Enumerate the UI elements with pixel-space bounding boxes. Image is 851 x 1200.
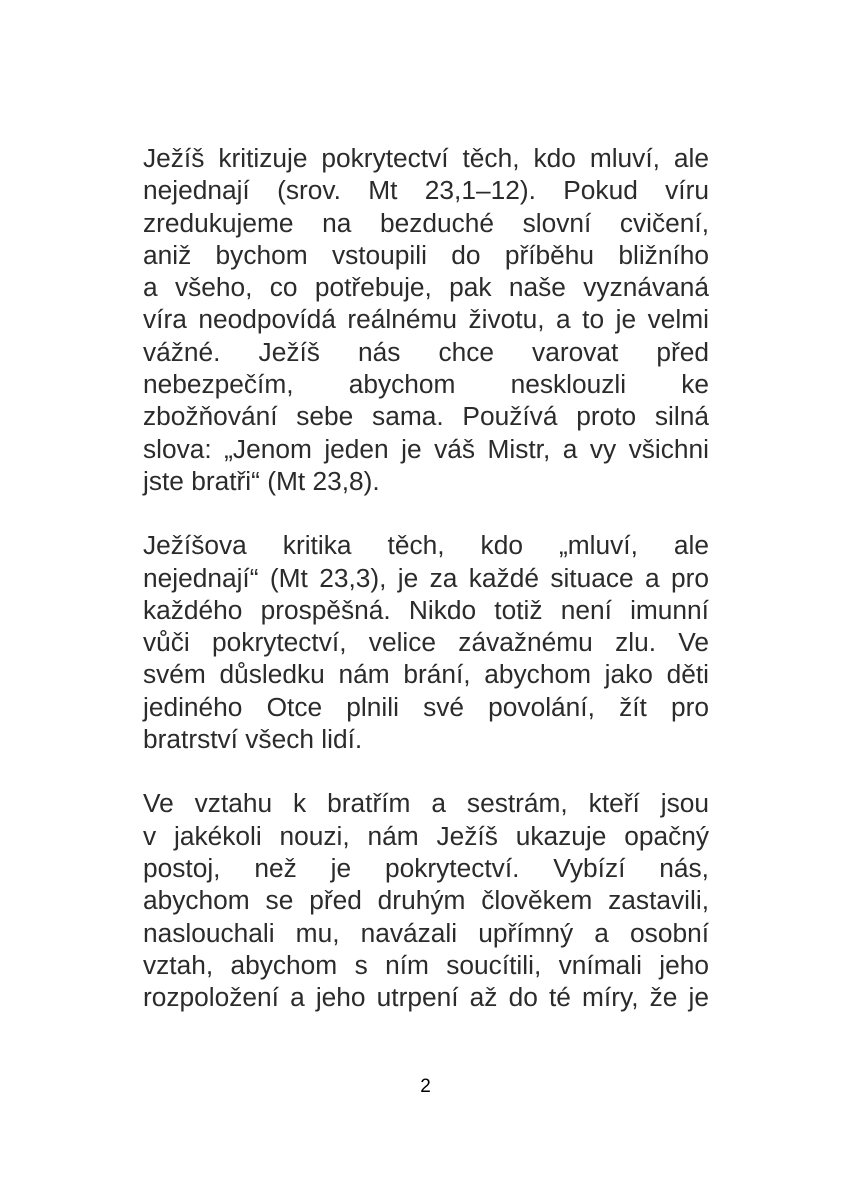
- text-line: naslouchali mu, navázali upřímný a osobní: [143, 917, 709, 948]
- page-number: 2: [420, 1076, 431, 1097]
- text-line: slova: „Jenom jeden je váš Mistr, a vy všichni: [143, 433, 709, 464]
- text-line: nejednají (srov. Mt 23,1–12). Pokud víru: [143, 175, 709, 206]
- text-line: svém důsledku nám brání, abychom jako děti: [143, 659, 709, 690]
- text-line: postoj, než je pokrytectví. Vybízí nás,: [143, 852, 709, 883]
- text-line: zredukujeme na bezduché slovní cvičení,: [143, 207, 709, 238]
- text-line: nejednají“ (Mt 23,3), je za každé situace a pro: [143, 562, 709, 593]
- text-line: rozpoložení a jeho utrpení až do té míry, že je: [143, 982, 709, 1013]
- paragraph-2: [143, 529, 709, 755]
- text-line: Ježíšova kritika těch, kdo „mluví, ale: [143, 530, 709, 561]
- text-line: jediného Otce plnili své povolání, žít pro: [143, 691, 709, 722]
- text-line: vážné. Ježíš nás chce varovat před: [143, 336, 709, 367]
- text-line: nebezpečím, abychom nesklouzli ke: [143, 369, 709, 400]
- text-line: bratrství všech lidí.: [143, 724, 363, 755]
- text-line: a všeho, co potřebuje, pak naše vyznávaná: [143, 272, 709, 303]
- text-line: jste bratři“ (Mt 23,8).: [143, 465, 380, 496]
- paragraph-1: [143, 142, 709, 497]
- text-line: Ve vztahu k bratřím a sestrám, kteří jsou: [143, 788, 709, 819]
- paragraph-3: [143, 787, 709, 1013]
- text-line: v jakékoli nouzi, nám Ježíš ukazuje opačný: [143, 820, 709, 851]
- body-text: [143, 142, 709, 1045]
- text-line: vůči pokrytectví, velice závažnému zlu. Ve: [143, 627, 709, 658]
- text-line: abychom se před druhým člověkem zastavili,: [143, 885, 709, 916]
- text-line: víra neodpovídá reálnému životu, a to je velmi: [143, 304, 709, 335]
- text-line: každého prospěšná. Nikdo totiž není imunní: [143, 594, 709, 625]
- text-line: Ježíš kritizuje pokrytectví těch, kdo mluví, ale: [143, 143, 709, 173]
- text-line: aniž bychom vstoupili do příběhu bližního: [143, 239, 709, 270]
- text-line: zbožňování sebe sama. Používá proto silná: [143, 401, 709, 432]
- text-line: vztah, abychom s ním soucítili, vnímali jeho: [143, 949, 709, 980]
